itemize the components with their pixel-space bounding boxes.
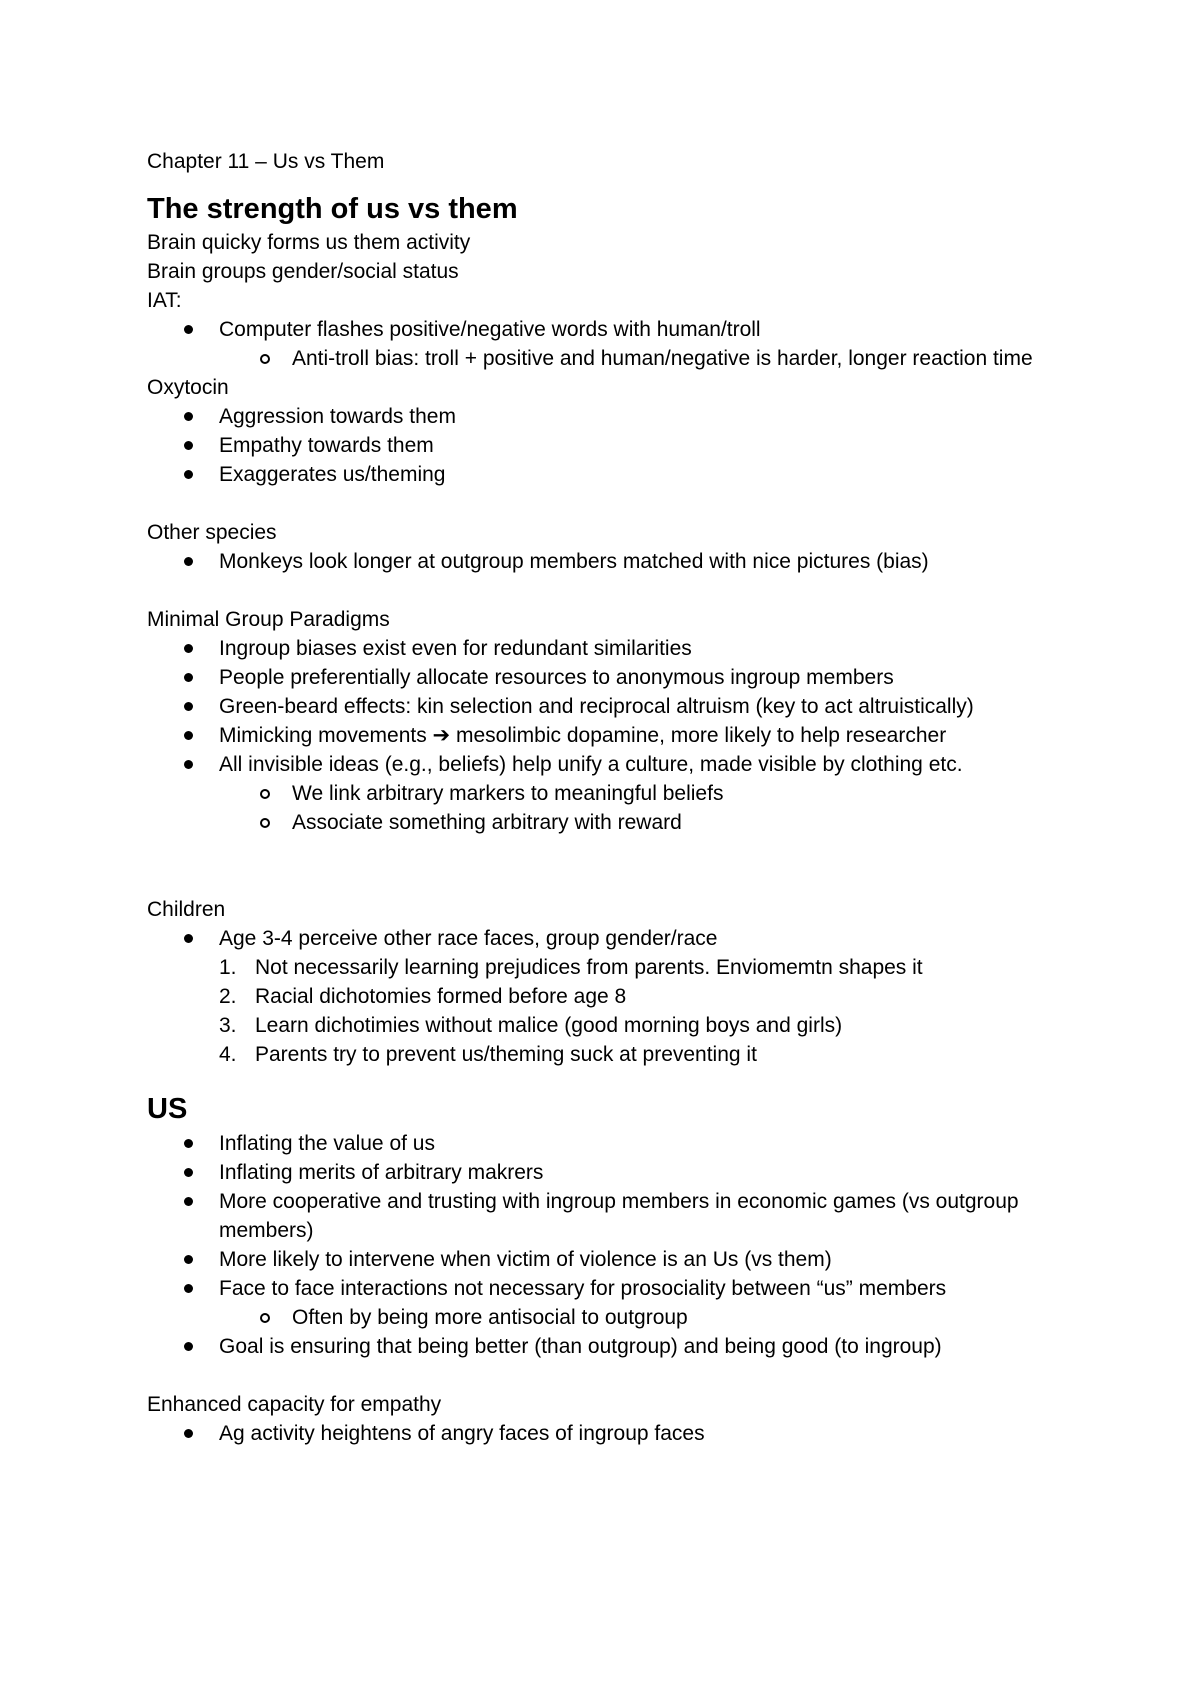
list-item: Mimicking movements ➔ mesolimbic dopamine, more likely to help researcher — [219, 721, 1047, 750]
sub-list-item: Associate something arbitrary with reward — [292, 808, 1047, 837]
children-list — [147, 924, 1047, 953]
sub-list-item: We link arbitrary markers to meaningful beliefs — [292, 779, 1047, 808]
chapter-title: Chapter 11 – Us vs Them — [147, 150, 385, 173]
list-item: Ingroup biases exist even for redundant similarities — [219, 634, 1047, 663]
numbered-item: 2. Racial dichotomies formed before age 8 — [219, 985, 627, 1008]
text-line: Brain quicky forms us them activity — [147, 231, 471, 254]
other-species-list — [147, 547, 1047, 576]
minimal-group-list — [147, 634, 1047, 837]
children-label: Children — [147, 898, 226, 921]
list-item: Empathy towards them — [219, 431, 1047, 460]
list-item: All invisible ideas (e.g., beliefs) help unify a culture, made visible by clothing etc. We link arbitrary markers to meaningful beliefs Associate something arbitrary with reward — [219, 750, 1047, 837]
section-heading-us: US — [147, 1093, 188, 1125]
list-item: Goal is ensuring that being better (than outgroup) and being good (to ingroup) — [219, 1332, 1047, 1361]
list-item: Green-beard effects: kin selection and reciprocal altruism (key to act altruistically) — [219, 692, 1047, 721]
list-item: Ag activity heightens of angry faces of ingroup faces — [219, 1419, 1047, 1448]
numbered-item: 1. Not necessarily learning prejudices from parents. Enviomemtn shapes it — [219, 956, 923, 979]
list-item: Monkeys look longer at outgroup members matched with nice pictures (bias) — [219, 547, 1047, 576]
sub-list-item: Often by being more antisocial to outgroup — [292, 1303, 1047, 1332]
iat-sublist — [219, 344, 1047, 373]
oxytocin-label: Oxytocin — [147, 376, 229, 399]
list-item: Inflating the value of us — [219, 1129, 1047, 1158]
list-item: Face to face interactions not necessary for prosociality between “us” members Often by being more antisocial to outgroup — [219, 1274, 1047, 1332]
list-item: More likely to intervene when victim of violence is an Us (vs them) — [219, 1245, 1047, 1274]
list-item: People preferentially allocate resources to anonymous ingroup members — [219, 663, 1047, 692]
children-numbered-list — [147, 953, 1047, 1069]
document-content — [147, 147, 1047, 1448]
sub-list-item: Anti-troll bias: troll + positive and human/negative is harder, longer reaction time — [292, 344, 1047, 373]
empathy-label: Enhanced capacity for empathy — [147, 1393, 442, 1416]
numbered-item: 4. Parents try to prevent us/theming suck at preventing it — [219, 1043, 757, 1066]
us-list — [147, 1129, 1047, 1361]
other-species-label: Other species — [147, 521, 277, 544]
list-item: Exaggerates us/theming — [219, 460, 1047, 489]
us-sublist — [219, 1303, 1047, 1332]
text-line: IAT: — [147, 289, 182, 312]
minimal-group-label: Minimal Group Paradigms — [147, 608, 390, 631]
oxytocin-list — [147, 402, 1047, 489]
text-line: Brain groups gender/social status — [147, 260, 459, 283]
list-item: More cooperative and trusting with ingroup members in economic games (vs outgroup members) — [219, 1187, 1047, 1245]
list-item: Inflating merits of arbitrary makrers — [219, 1158, 1047, 1187]
list-item: Aggression towards them — [219, 402, 1047, 431]
empathy-list — [147, 1419, 1047, 1448]
iat-list — [147, 315, 1047, 373]
list-item: Age 3-4 perceive other race faces, group gender/race — [219, 924, 1047, 953]
numbered-item: 3. Learn dichotimies without malice (good morning boys and girls) — [219, 1014, 843, 1037]
section-heading-strength: The strength of us vs them — [147, 193, 518, 225]
minimal-group-sublist — [219, 779, 1047, 837]
list-item: Computer flashes positive/negative words with human/troll Anti-troll bias: troll + positive and human/negative is harder, longer reaction time — [219, 315, 1047, 373]
